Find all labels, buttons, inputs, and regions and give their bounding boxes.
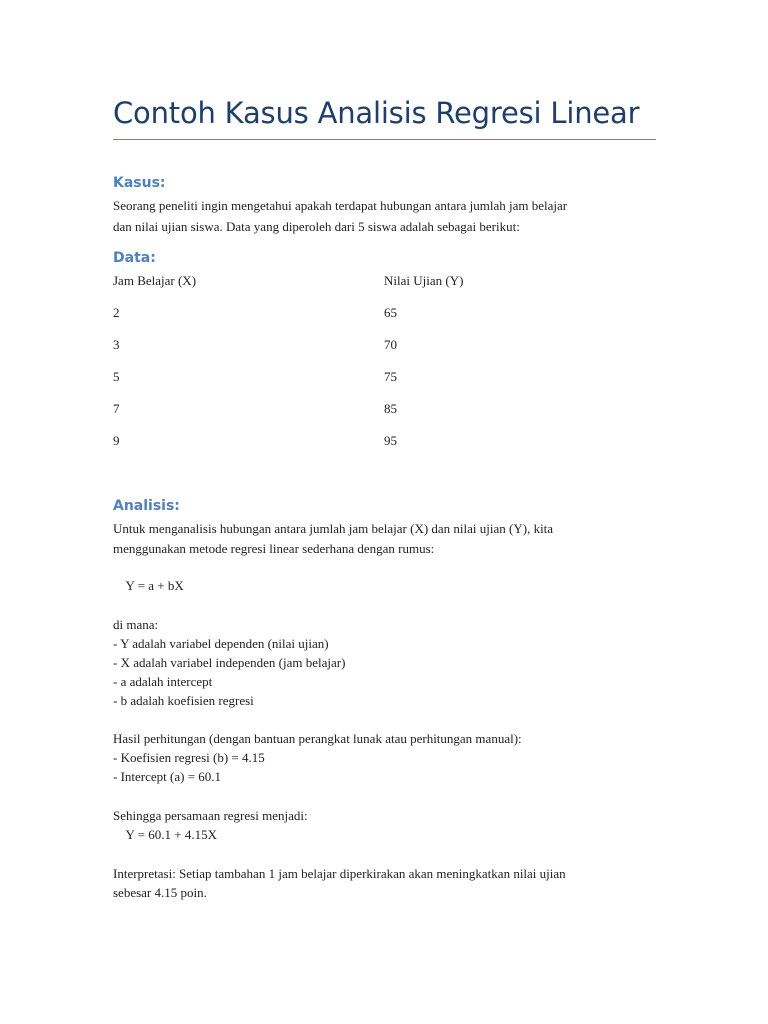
cell-x: 7 [113, 401, 120, 416]
data-table [113, 271, 584, 463]
persamaan-line: Sehingga persamaan regresi menjadi: [113, 808, 308, 823]
cell-y: 95 [384, 433, 397, 448]
cell-y: 85 [384, 401, 397, 416]
table-row [113, 303, 584, 335]
cell-x: 5 [113, 369, 120, 384]
regression-equation: Y = 60.1 + 4.15X [113, 827, 217, 842]
title-underline [113, 139, 656, 140]
hasil-line: Hasil perhitungan (dengan bantuan perangkat lunak atau perhitungan manual): [113, 731, 522, 746]
cell-x: 2 [113, 305, 120, 320]
analisis-intro-line-2: menggunakan metode regresi linear sederhana dengan rumus: [113, 541, 435, 556]
dimana-line: - b adalah koefisien regresi [113, 693, 254, 708]
interpretasi-line: Interpretasi: Setiap tambahan 1 jam belajar diperkirakan akan meningkatkan nilai ujian [113, 866, 566, 881]
kasus-line-2: dan nilai ujian siswa. Data yang diperoleh dari 5 siswa adalah sebagai berikut: [113, 219, 520, 234]
cell-x: 3 [113, 337, 120, 352]
dimana-line: - a adalah intercept [113, 674, 213, 689]
hasil-line: - Intercept (a) = 60.1 [113, 769, 222, 784]
table-header-row [113, 271, 584, 303]
table-row [113, 335, 584, 367]
interpretasi-line: sebesar 4.15 poin. [113, 885, 207, 900]
analisis-heading: Analisis: [113, 498, 180, 514]
cell-x: 9 [113, 433, 120, 448]
kasus-line-1: Seorang peneliti ingin mengetahui apakah terdapat hubungan antara jumlah jam belajar [113, 198, 568, 213]
cell-y: 70 [384, 337, 397, 352]
column-header-x: Jam Belajar (X) [113, 273, 197, 288]
cell-y: 65 [384, 305, 397, 320]
dimana-line: - Y adalah variabel dependen (nilai ujian) [113, 636, 329, 651]
kasus-heading: Kasus: [113, 175, 166, 191]
document-title: Contoh Kasus Analisis Regresi Linear [113, 96, 640, 130]
table-row [113, 431, 584, 463]
hasil-line: - Koefisien regresi (b) = 4.15 [113, 750, 265, 765]
regression-formula: Y = a + bX [113, 578, 184, 593]
dimana-line: di mana: [113, 617, 159, 632]
analisis-intro-line-1: Untuk menganalisis hubungan antara jumlah jam belajar (X) dan nilai ujian (Y), kita [113, 521, 554, 536]
table-row [113, 367, 584, 399]
dimana-line: - X adalah variabel independen (jam belajar) [113, 655, 346, 670]
column-header-y: Nilai Ujian (Y) [384, 273, 464, 288]
table-row [113, 399, 584, 431]
data-heading: Data: [113, 250, 156, 266]
cell-y: 75 [384, 369, 397, 384]
